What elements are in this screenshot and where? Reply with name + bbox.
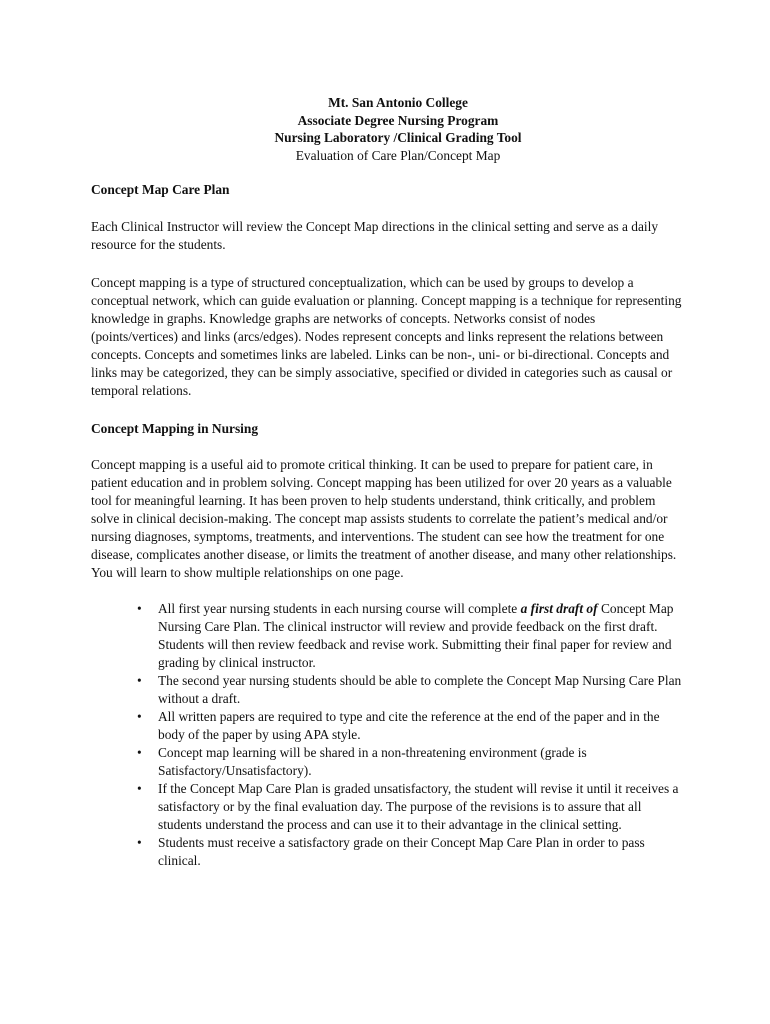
- list-item: • All first year nursing students in each nursing course will complete a first draft of Concept Map Nursing Care Plan. The clinical instructor will review and provide feedback on the first draft. Students will then review feedback and revise work. Submitting their final paper for review and grading by clinical instructor.: [137, 601, 674, 670]
- nursing-concept-mapping-paragraph: Concept mapping is a useful aid to promote critical thinking. It can be used to prepare for patient care, in patient education and in problem solving. Concept mapping has been utilized for over 20 years as a valuable tool for meaningful learning. It has been proven to help students understand, think critically, and problem solve in clinical decision-making. The concept map assists students to correlate the patient’s medical and/or nursing diagnoses, symptoms, treatments, and interventions. The student can see how the treatment for one disease, complicates another disease, or limits the treatment of another disease, and many other relationships. You will learn to show multiple relationships on one page.: [91, 457, 677, 580]
- tool-name: Nursing Laboratory /Clinical Grading Tool: [274, 130, 522, 145]
- bullet-icon: •: [137, 745, 142, 760]
- list-item: • Concept map learning will be shared in a non-threatening environment (grade is Satisfactory/Unsatisfactory).: [137, 745, 587, 778]
- section-title-concept-mapping-in-nursing: Concept Mapping in Nursing: [91, 421, 259, 436]
- bullet-icon: •: [137, 601, 142, 616]
- concept-mapping-definition-paragraph: Concept mapping is a type of structured conceptualization, which can be used by groups to develop a conceptual network, which can guide evaluation or planning. Concept mapping is a technique for representing knowledge in graphs. Knowledge graphs are networks of concepts. Networks consist of nodes (points/vertices) and links (arcs/edges). Nodes represent concepts and links represent the relations between concepts. Concepts and sometimes links are labeled. Links can be non-, uni- or bi-directional. Concepts and links may be categorized, they can be simply associative, specified or divided in categories such as causal or temporal relations.: [91, 275, 682, 398]
- instructor-paragraph: Each Clinical Instructor will review the Concept Map directions in the clinical setting and serve as a daily resource for the students.: [91, 219, 659, 252]
- document-subtitle: Evaluation of Care Plan/Concept Map: [295, 147, 501, 163]
- college-name: Mt. San Antonio College: [328, 95, 468, 110]
- document-page: [91, 94, 683, 870]
- section-title-concept-map-care-plan: Concept Map Care Plan: [91, 182, 230, 197]
- document-header: [113, 94, 683, 164]
- bullet-icon: •: [137, 835, 142, 850]
- emphasized-text: a first draft of: [520, 601, 598, 616]
- bullet-icon: •: [137, 673, 142, 688]
- list-item: • All written papers are required to type and cite the reference at the end of the paper and in the body of the paper by using APA style.: [137, 709, 660, 742]
- bullet-icon: •: [137, 709, 142, 724]
- bullet-icon: •: [137, 781, 142, 796]
- program-name: Associate Degree Nursing Program: [297, 112, 499, 128]
- list-item: • If the Concept Map Care Plan is graded unsatisfactory, the student will revise it until it receives a satisfactory or by the final evaluation day. The purpose of the revisions is to assure that all students understand the process and can use it to their advantage in the clinical setting.: [137, 781, 679, 832]
- list-item: • Students must receive a satisfactory grade on their Concept Map Care Plan in order to pass clinical.: [137, 835, 645, 868]
- requirements-list: [91, 600, 683, 870]
- list-item: • The second year nursing students should be able to complete the Concept Map Nursing Care Plan without a draft.: [137, 673, 682, 706]
